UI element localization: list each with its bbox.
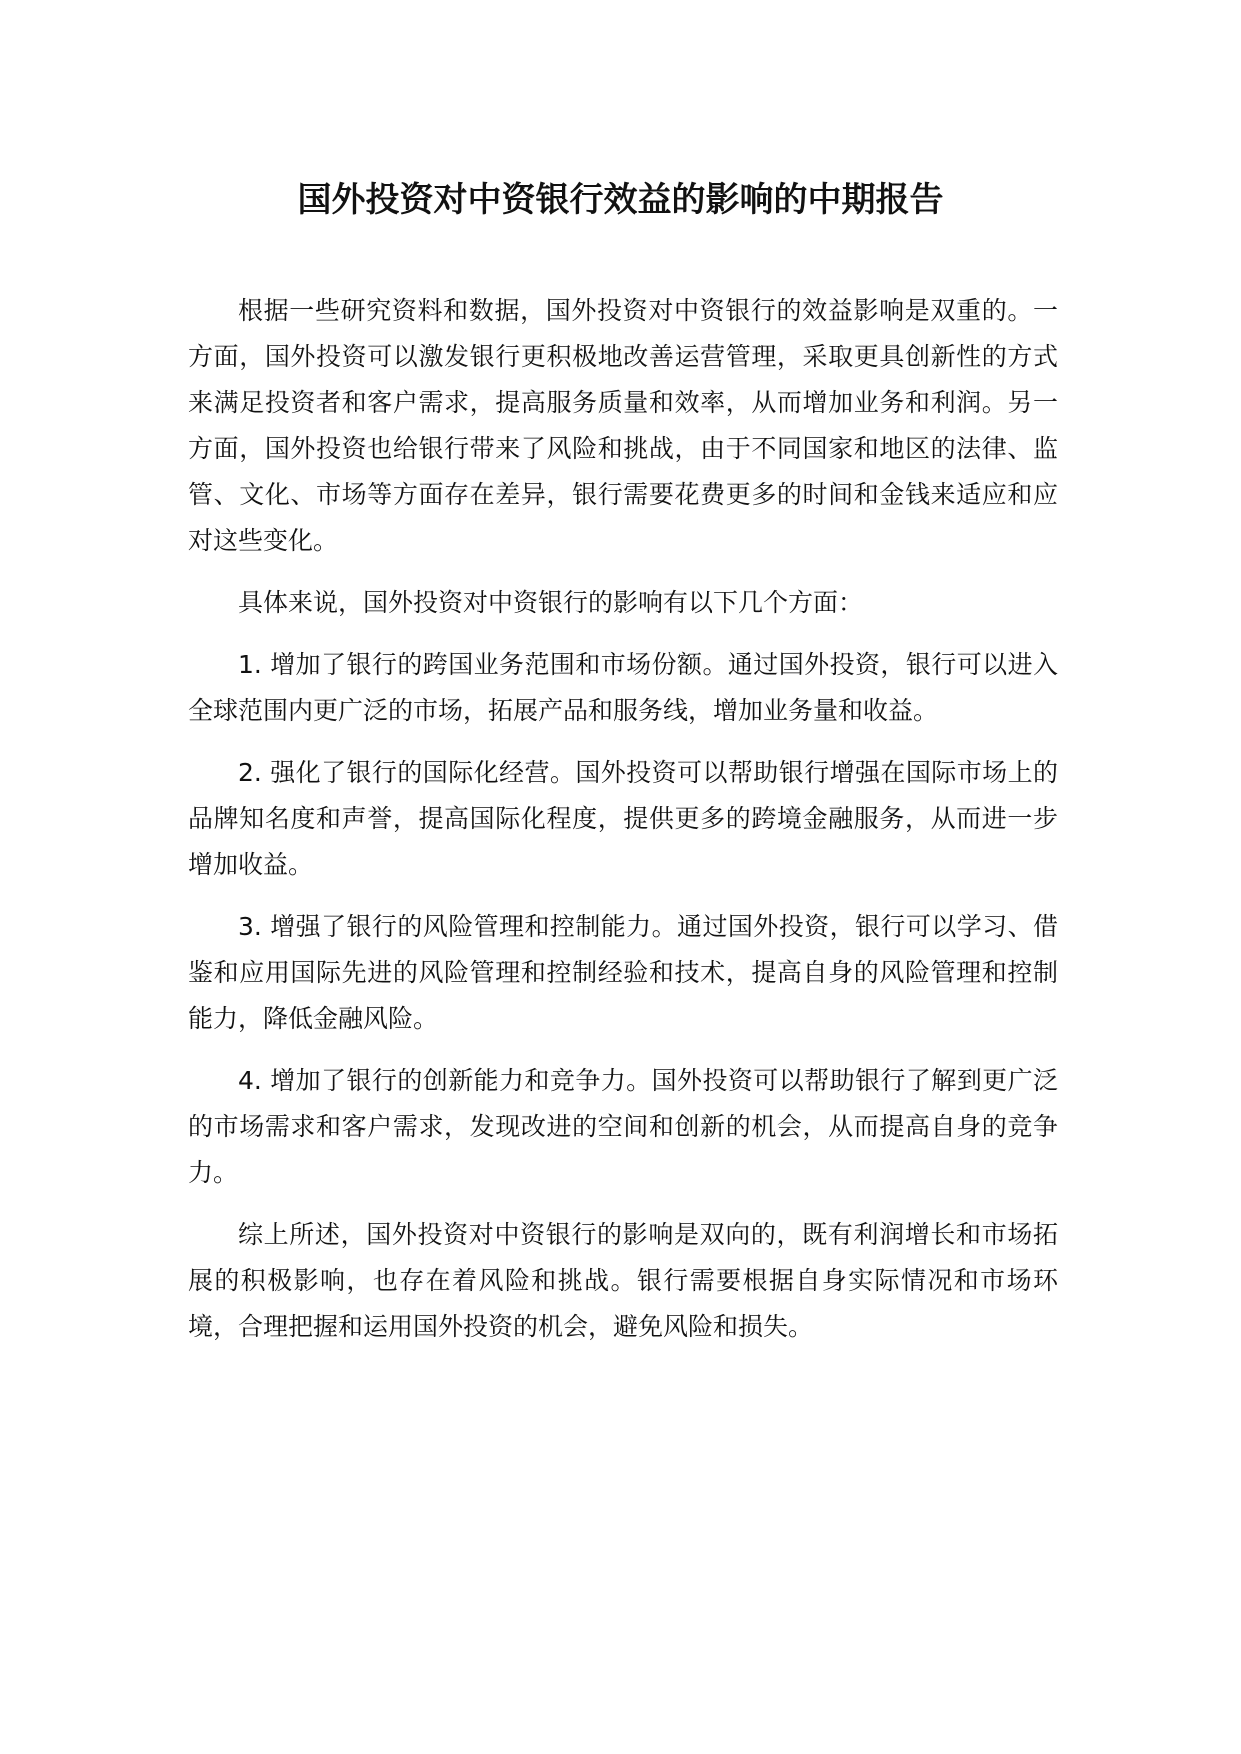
document-body [188, 288, 1058, 1366]
list-item-4: 4. 增加了银行的创新能力和竞争力。国外投资可以帮助银行了解到更广泛的市场需求和客户需求，发现改进的空间和创新的机会，从而提高自身的竞争力。 [188, 1066, 1058, 1187]
paragraph-intro: 根据一些研究资料和数据，国外投资对中资银行的效益影响是双重的。一方面，国外投资可以激发银行更积极地改善运营管理，采取更具创新性的方式来满足投资者和客户需求，提高服务质量和效率，从而增加业务和利润。另一方面，国外投资也给银行带来了风险和挑战，由于不同国家和地区的法律、监管、文化、市场等方面存在差异，银行需要花费更多的时间和金钱来适应和应对这些变化。 [188, 296, 1058, 555]
list-item-2: 2. 强化了银行的国际化经营。国外投资可以帮助银行增强在国际市场上的品牌知名度和声誉，提高国际化程度，提供更多的跨境金融服务，从而进一步增加收益。 [188, 758, 1058, 879]
paragraph-overview: 具体来说，国外投资对中资银行的影响有以下几个方面： [238, 588, 864, 617]
list-item-3: 3. 增强了银行的风险管理和控制能力。通过国外投资，银行可以学习、借鉴和应用国际先进的风险管理和控制经验和技术，提高自身的风险管理和控制能力，降低金融风险。 [188, 912, 1058, 1033]
list-item-1: 1. 增加了银行的跨国业务范围和市场份额。通过国外投资，银行可以进入全球范围内更广泛的市场，拓展产品和服务线，增加业务量和收益。 [188, 650, 1058, 725]
paragraph-conclusion: 综上所述，国外投资对中资银行的影响是双向的，既有利润增长和市场拓展的积极影响，也存在着风险和挑战。银行需要根据自身实际情况和市场环境，合理把握和运用国外投资的机会，避免风险和损失。 [188, 1220, 1058, 1341]
page-title: 国外投资对中资银行效益的影响的中期报告 [297, 180, 944, 220]
